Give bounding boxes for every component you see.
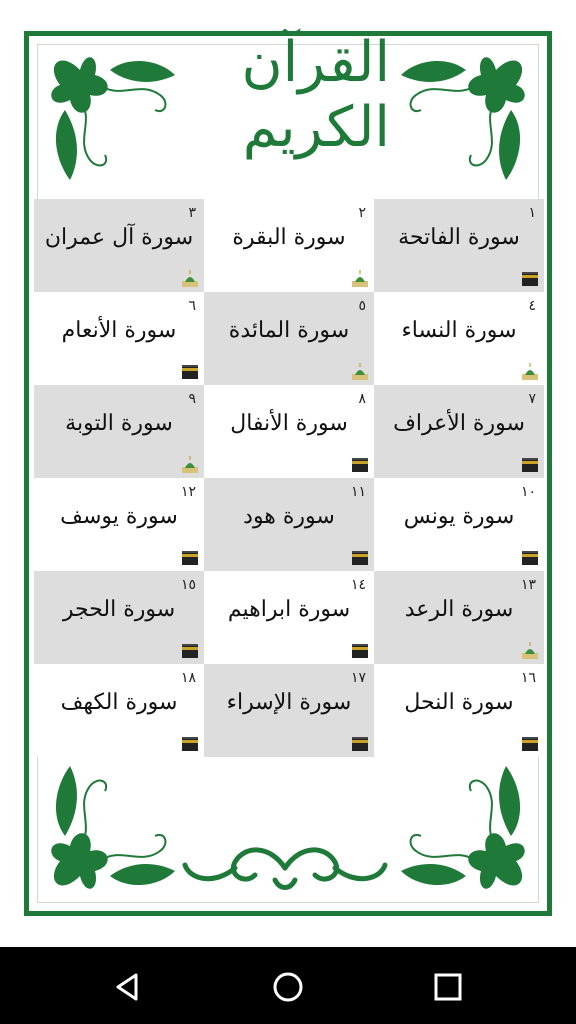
surah-name: سورة ابراهيم: [227, 597, 351, 622]
bottom-center-swirl-ornament-icon: [180, 840, 390, 895]
top-right-floral-ornament-icon: [386, 40, 536, 190]
surah-cell[interactable]: [34, 478, 204, 571]
madinah-mosque-icon: [350, 268, 370, 288]
surah-number: ٧: [528, 391, 536, 407]
surah-name: سورة الأعراف: [393, 411, 525, 436]
surah-cell[interactable]: [374, 292, 544, 385]
surah-name: سورة التوبة: [65, 411, 173, 436]
surah-cell[interactable]: [374, 199, 544, 292]
surah-name: سورة يوسف: [60, 504, 178, 529]
surah-cell[interactable]: [34, 664, 204, 757]
kaaba-icon: [520, 454, 540, 474]
kaaba-icon: [180, 640, 200, 660]
madinah-mosque-icon: [180, 454, 200, 474]
madinah-mosque-icon: [350, 361, 370, 381]
surah-cell[interactable]: [204, 478, 374, 571]
kaaba-icon: [520, 733, 540, 753]
surah-name: سورة المائدة: [228, 318, 350, 343]
kaaba-icon: [520, 268, 540, 288]
surah-name: سورة النساء: [401, 318, 517, 343]
kaaba-icon: [180, 361, 200, 381]
surah-number: ٢: [358, 205, 366, 221]
surah-cell[interactable]: [374, 478, 544, 571]
bottom-right-floral-ornament-icon: [386, 756, 536, 906]
kaaba-icon: [180, 547, 200, 567]
kaaba-icon: [180, 733, 200, 753]
surah-name: سورة الحجر: [62, 597, 176, 622]
surah-number: ١٨: [180, 670, 196, 686]
surah-cell[interactable]: [34, 385, 204, 478]
surah-name: سورة الأنعام: [61, 318, 177, 343]
surah-cell[interactable]: [204, 571, 374, 664]
kaaba-icon: [350, 454, 370, 474]
surah-number: ٩: [188, 391, 196, 407]
back-icon[interactable]: [108, 967, 148, 1007]
surah-name: سورة الرعد: [404, 597, 514, 622]
surah-name: سورة الكهف: [60, 690, 178, 715]
surah-number: ١٦: [520, 670, 536, 686]
surah-number: ١٥: [180, 577, 196, 593]
surah-cell[interactable]: [374, 385, 544, 478]
surah-number: ١٢: [180, 484, 196, 500]
surah-grid: [34, 199, 544, 757]
surah-number: ١٧: [350, 670, 366, 686]
surah-cell[interactable]: [34, 199, 204, 292]
recents-icon[interactable]: [428, 967, 468, 1007]
surah-cell[interactable]: [204, 199, 374, 292]
surah-cell[interactable]: [204, 385, 374, 478]
surah-cell[interactable]: [34, 571, 204, 664]
kaaba-icon: [350, 640, 370, 660]
kaaba-icon: [350, 733, 370, 753]
kaaba-icon: [350, 547, 370, 567]
quran-calligraphy-title: القرآن الكريم: [241, 30, 390, 160]
surah-number: ٦: [188, 298, 196, 314]
surah-cell[interactable]: [204, 292, 374, 385]
surah-number: ١٣: [520, 577, 536, 593]
surah-cell[interactable]: [34, 292, 204, 385]
surah-number: ١١: [350, 484, 366, 500]
surah-number: ٣: [188, 205, 196, 221]
surah-cell[interactable]: [204, 664, 374, 757]
surah-number: ٤: [528, 298, 536, 314]
surah-name: سورة الفاتحة: [398, 225, 520, 250]
surah-cell[interactable]: [374, 664, 544, 757]
surah-name: سورة البقرة: [232, 225, 346, 250]
surah-number: ٨: [358, 391, 366, 407]
surah-cell[interactable]: [374, 571, 544, 664]
madinah-mosque-icon: [520, 640, 540, 660]
surah-name: سورة النحل: [404, 690, 514, 715]
home-icon[interactable]: [268, 967, 308, 1007]
surah-name: سورة آل عمران: [44, 225, 194, 250]
surah-name: سورة الإسراء: [226, 690, 352, 715]
surah-number: ١٤: [350, 577, 366, 593]
madinah-mosque-icon: [180, 268, 200, 288]
surah-name: سورة هود: [243, 504, 335, 529]
surah-name: سورة الأنفال: [230, 411, 348, 436]
madinah-mosque-icon: [520, 361, 540, 381]
surah-number: ١: [528, 205, 536, 221]
surah-number: ١٠: [520, 484, 536, 500]
surah-number: ٥: [358, 298, 366, 314]
android-navigation-bar: [0, 947, 576, 1024]
bottom-left-floral-ornament-icon: [40, 756, 190, 906]
kaaba-icon: [520, 547, 540, 567]
surah-name: سورة يونس: [403, 504, 515, 529]
